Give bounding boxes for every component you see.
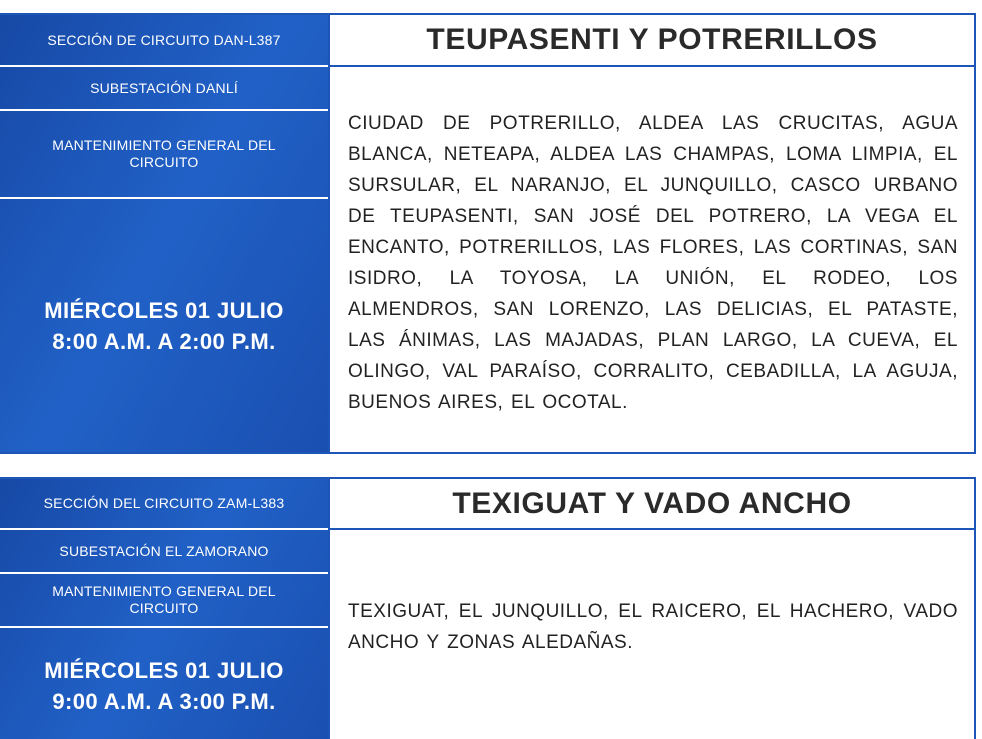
schedule-time: 8:00 A.M. A 2:00 P.M. (52, 328, 276, 354)
zones-body (330, 67, 974, 452)
circuit-section-label: SECCIÓN DEL CIRCUITO ZAM-L383 (0, 479, 328, 530)
zones-body (330, 530, 974, 739)
schedule-time: 9:00 A.M. A 3:00 P.M. (52, 688, 276, 714)
affected-zones-text: TEXIGUAT, EL JUNQUILLO, EL RAICERO, EL HACHERO, VADO ANCHO Y ZONAS ALEDAÑAS. (348, 601, 958, 653)
schedule-date: MIÉRCOLES 01 JULIO (44, 657, 284, 683)
outage-card-texiguat (0, 477, 976, 739)
maintenance-type-label: MANTENIMIENTO GENERAL DEL CIRCUITO (0, 111, 328, 199)
area-title: TEUPASENTI Y POTRERILLOS (330, 15, 974, 67)
affected-area-panel (328, 479, 974, 739)
circuit-section-label: SECCIÓN DE CIRCUITO DAN-L387 (0, 15, 328, 67)
schedule-date: MIÉRCOLES 01 JULIO (44, 297, 284, 323)
affected-area-panel (328, 15, 974, 452)
circuit-info-panel (0, 15, 328, 452)
circuit-info-panel (0, 479, 328, 739)
affected-zones-text: CIUDAD DE POTRERILLO, ALDEA LAS CRUCITAS, AGUA BLANCA, NETEAPA, ALDEA LAS CHAMPAS, LOMA LIMPIA, EL SURSULAR, EL NARANJO, EL JUNQUILLO, CASCO URBANO DE TEUPASENTI, SAN JOSÉ DEL POTRERO, LA VEGA EL ENCANTO, POTRERILLOS, LAS FLORES, LAS CORTINAS, SAN ISIDRO, LA TOYOSA, LA UNIÓN, EL RODEO, LOS ALMENDROS, SAN LORENZO, LAS DELICIAS, EL PATASTE, LAS ÁNIMAS, LAS MAJADAS, PLAN LARGO, LA CUEVA, EL OLINGO, VAL PARAÍSO, CORRALITO, CEBADILLA, LA AGUJA, BUENOS AIRES, EL OCOTAL. (348, 113, 958, 413)
schedule-block (0, 628, 328, 739)
substation-label: SUBESTACIÓN EL ZAMORANO (0, 530, 328, 574)
outage-card-teupasenti (0, 13, 976, 454)
schedule-block (0, 199, 328, 452)
substation-label: SUBESTACIÓN DANLÍ (0, 67, 328, 111)
area-title: TEXIGUAT Y VADO ANCHO (330, 479, 974, 530)
maintenance-type-label: MANTENIMIENTO GENERAL DEL CIRCUITO (0, 574, 328, 628)
